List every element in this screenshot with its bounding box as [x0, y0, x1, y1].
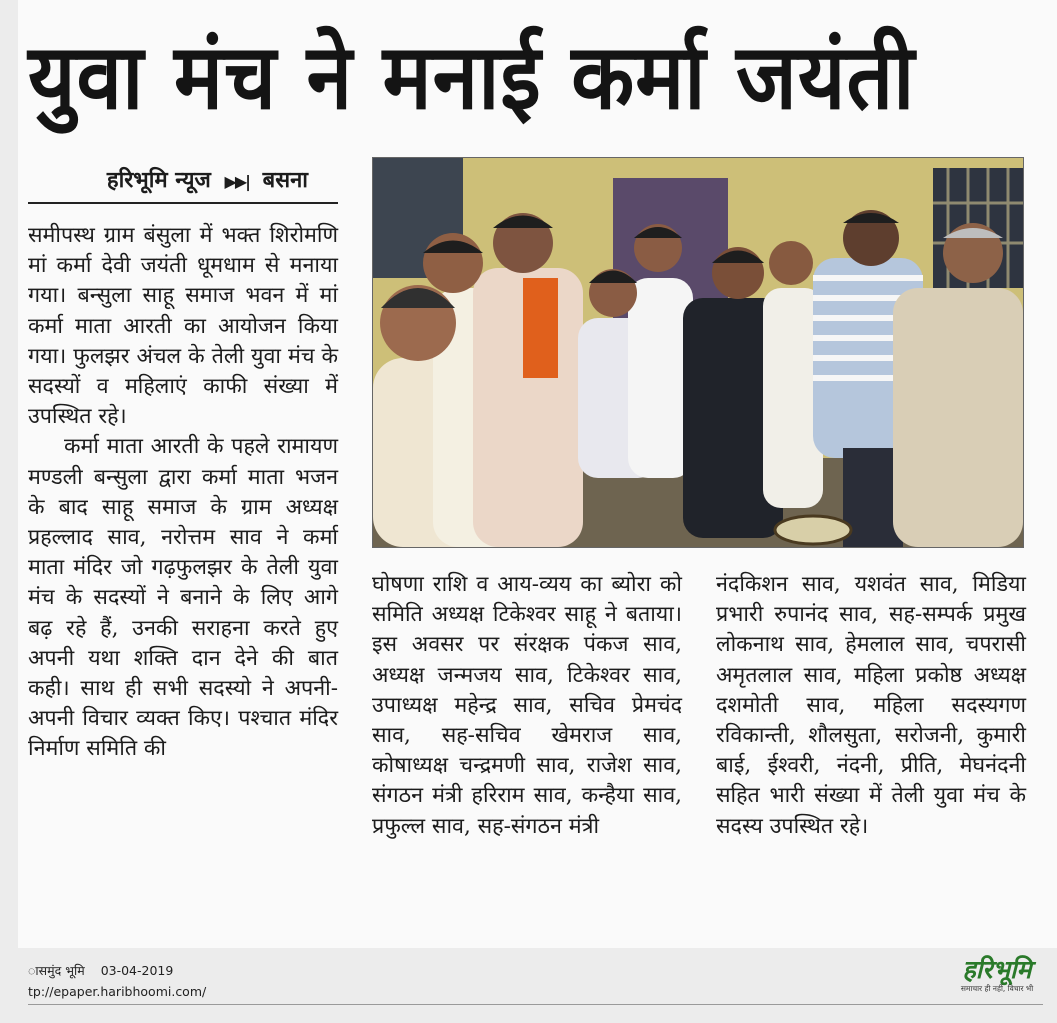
group-photo-illustration [373, 158, 1023, 547]
byline-box [28, 156, 338, 204]
logo-mark: हरिभूमि [962, 955, 1032, 984]
paper-name: ासमुंद भूमि [28, 963, 85, 978]
edition-date: 03-04-2019 [100, 963, 174, 978]
article-paragraph: घोषणा राशि व आय-व्यय का ब्योरा को समिति अध्यक्ष टिकेश्वर साहू ने बताया। इस अवसर पर संरक्षक पंकज साव, अध्यक्ष जन्मजय साव, टिकेश्वर साव, उपाध्यक्ष महेन्द्र साव, सचिव प्रेमचंद साव, सह-सचिव खेमराज साव, कोषाध्यक्ष चन्द्रमणी साव, राजेश साव, संगठन मंत्री हरिराम साव, कन्हैया साव, प्रफुल्ल साव, सह-संगठन मंत्री [372, 572, 682, 839]
byline-source: हरिभूमि न्यूज [106, 168, 211, 193]
article-paragraph: कर्मा माता आरती के पहले रामायण मण्डली बन्सुला द्वारा कर्मा माता भजन के बाद साहू समाज के ग्राम अध्यक्ष प्रहल्लाद साव, नरोत्तम साव ने कर्मा माता मंदिर जो गढ़फुलझर के तेली युवा मंच के सदस्यों ने बनाने के लिए आगे बढ़ रहे हैं, उनकी सराहना करते हुए अपनी यथा शक्ति दान देने की बात कही। साथ ही सभी सदस्यो ने अपनी-अपनी विचार व्यक्त किए। पश्चात मंदिर निर्माण समिति की [28, 434, 338, 762]
fast-forward-icon: ▶▶| [224, 172, 249, 191]
logo-tagline: समाचार ही नहीं, विचार भी [960, 984, 1034, 993]
footer-edition [28, 962, 173, 979]
byline-place: बसना [262, 168, 308, 193]
article-column-1 [28, 221, 338, 765]
article-column-3 [716, 570, 1026, 842]
byline [107, 164, 308, 194]
article-column-2 [372, 570, 682, 842]
article-paragraph: समीपस्थ ग्राम बंसुला में भक्त शिरोमणि मां कर्मा देवी जयंती धूमधाम से मनाया गया। बन्सुला साहू समाज भवन में मां कर्मा माता आरती का आयोजन किया गया। फुलझर अंचल के तेली युवा मंच के सदस्यों व महिलाएं काफी संख्या में उपस्थित रहे। [28, 223, 338, 430]
news-photo [372, 157, 1024, 548]
footer [0, 948, 1057, 1023]
headline: युवा मंच ने मनाई कर्मा जयंती [28, 25, 916, 131]
article-paragraph: नंदकिशन साव, यशवंत साव, मिडिया प्रभारी रुपानंद साव, सह-सम्पर्क प्रमुख लोकनाथ साव, हेमलाल साव, चपरासी अमृतलाल साव, महिला प्रकोष्ठ अध्यक्ष दशमोती साव, महिला सदस्यगण रविकान्ती, शौलसुता, सरोजनी, कुमारी बाई, ईश्वरी, नंदनी, प्रीति, मेघनंदनी सहित भारी संख्या में तेली युवा मंच के सदस्य उपस्थित रहे। [716, 572, 1026, 839]
haribhoomi-logo [951, 956, 1043, 1002]
footer-divider [28, 1004, 1043, 1005]
epaper-url[interactable]: tp://epaper.haribhoomi.com/ [28, 984, 207, 999]
